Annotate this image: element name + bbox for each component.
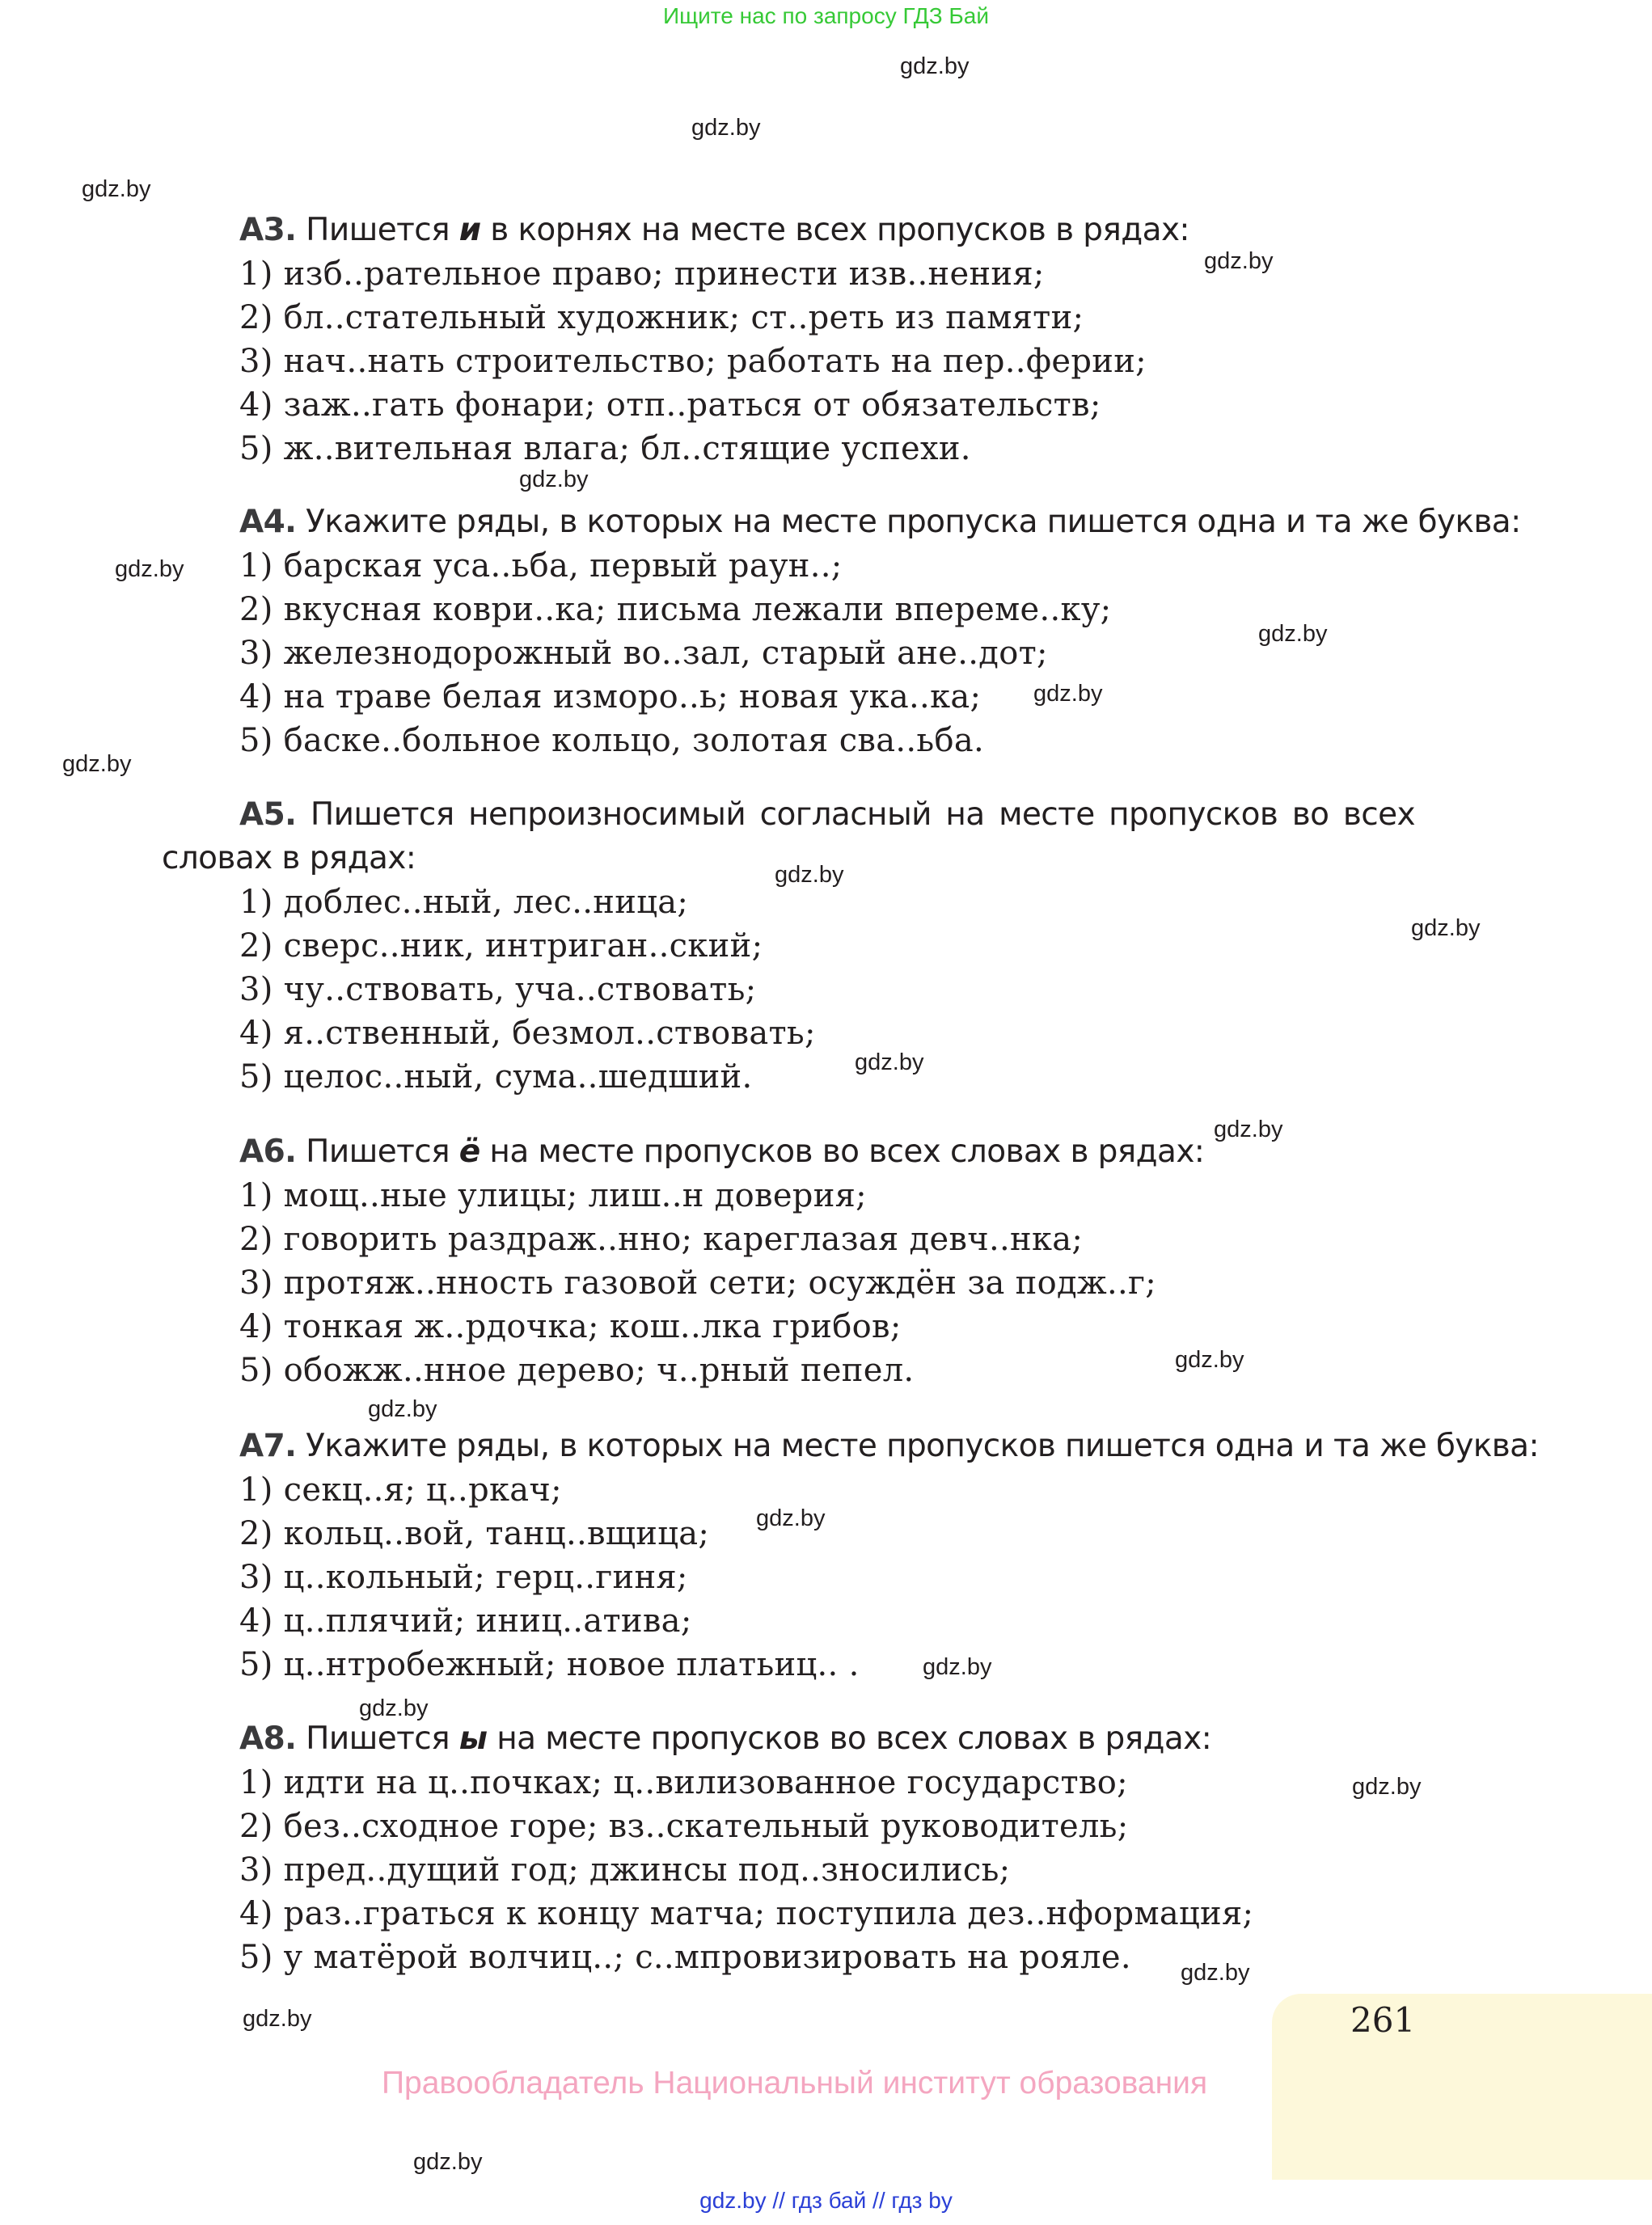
page-number: 261 — [1350, 2000, 1416, 2040]
option-row: 5) у матёрой волчиц..; с..мпровизировать на рояле. — [239, 1939, 1131, 1976]
option-row: 1) барская уса..ьба, первый раун..; — [239, 547, 843, 585]
task-a6 — [239, 1130, 1415, 1392]
watermark-text: gdz.by — [1258, 621, 1328, 647]
option-row: 4) я..ственный, безмол..ствовать; — [239, 1015, 816, 1052]
bottom-links-line: gdz.by // гдз бай // гдз by — [699, 2188, 953, 2213]
watermark-text: gdz.by — [855, 1049, 924, 1075]
watermark-text: gdz.by — [1033, 681, 1103, 707]
highlight-letter: ё — [458, 1134, 480, 1170]
option-row: 2) кольц..вой, танц..вщица; — [239, 1515, 710, 1552]
option-row: 1) секц..я; ц..ркач; — [239, 1471, 562, 1509]
watermark-text: gdz.by — [900, 53, 970, 79]
highlight-letter: ы — [458, 1720, 488, 1757]
watermark-text: gdz.by — [1411, 915, 1481, 941]
option-row: 4) заж..гать фонари; отп..раться от обязательств; — [239, 386, 1101, 424]
task-number: А3. — [239, 212, 297, 248]
option-row: 3) железнодорожный во..зал, старый ане..дот; — [239, 635, 1048, 672]
option-row: 2) говорить раздраж..нно; кареглазая девч..нка; — [239, 1221, 1084, 1258]
option-row: 5) целос..ный, сума..шедший. — [239, 1058, 753, 1096]
watermark-text: gdz.by — [368, 1396, 437, 1422]
option-row: 2) бл..стательный художник; ст..реть из памяти; — [239, 299, 1084, 336]
watermark-text: gdz.by — [1352, 1774, 1422, 1800]
task-number: А7. — [239, 1428, 297, 1464]
task-a5 — [162, 793, 1415, 1099]
watermark-text: gdz.by — [1175, 1347, 1244, 1373]
task-question: А8. Пишется ы на месте пропусков во всех словах в рядах: — [239, 1720, 1212, 1757]
task-a8 — [239, 1717, 1415, 1979]
watermark-text: gdz.by — [691, 115, 761, 141]
task-question: А4. Укажите ряды, в которых на месте пропуска пишется одна и та же буква: — [239, 504, 1521, 540]
watermark-text: gdz.by — [115, 556, 184, 582]
option-row: 3) протяж..нность газовой сети; осуждён за подж..г; — [239, 1264, 1157, 1302]
task-question: А7. Укажите ряды, в которых на месте пропусков пишется одна и та же буква: — [239, 1428, 1539, 1464]
option-row: 1) изб..рательное право; принести изв..нения; — [239, 255, 1045, 293]
task-a3 — [239, 209, 1415, 471]
top-banner: Ищите нас по запросу ГДЗ Бай — [662, 3, 990, 28]
watermark-text: gdz.by — [413, 2149, 483, 2175]
watermark-text: gdz.by — [775, 862, 844, 888]
task-a4 — [239, 500, 1521, 762]
watermark-text: gdz.by — [82, 176, 151, 202]
watermark-text: gdz.by — [923, 1654, 992, 1680]
option-row: 4) раз..граться к концу матча; поступила дез..нформация; — [239, 1895, 1254, 1932]
option-row: 2) вкусная коври..ка; письма лежали впереме..ку; — [239, 591, 1112, 628]
watermark-text: gdz.by — [243, 2006, 312, 2032]
rights-holder-text: Правообладатель Национальный институт образования — [382, 2066, 1208, 2100]
option-row: 4) тонкая ж..рдочка; кош..лка грибов; — [239, 1308, 902, 1345]
highlight-letter: и — [458, 212, 481, 248]
watermark-text: gdz.by — [62, 751, 132, 777]
task-question: А3. Пишется и в корнях на месте всех пропусков в рядах: — [239, 212, 1189, 248]
watermark-text: gdz.by — [1204, 248, 1274, 274]
option-row: 5) обожж..нное дерево; ч..рный пепел. — [239, 1352, 915, 1389]
watermark-text: gdz.by — [1214, 1117, 1283, 1142]
option-row: 1) мощ..ные улицы; лиш..н доверия; — [239, 1177, 867, 1214]
option-row: 5) ж..вительная влага; бл..стящие успехи. — [239, 430, 971, 467]
option-row: 3) чу..ствовать, уча..ствовать; — [239, 971, 757, 1008]
option-row: 1) идти на ц..почках; ц..вилизованное государство; — [239, 1764, 1128, 1801]
option-row: 4) ц..плячий; иниц..атива; — [239, 1602, 692, 1640]
watermark-text: gdz.by — [756, 1505, 826, 1531]
option-row: 4) на траве белая изморо..ь; новая ука..ка; — [239, 678, 982, 716]
task-number: А5. — [239, 796, 297, 833]
task-number: А4. — [239, 504, 297, 540]
task-question: А5. Пишется непроизносимый согласный на месте пропусков во всех словах в рядах: — [162, 796, 1415, 876]
page-corner-tab — [1272, 1994, 1652, 2180]
task-question: А6. Пишется ё на месте пропусков во всех словах в рядах: — [239, 1134, 1205, 1170]
option-row: 1) доблес..ный, лес..ница; — [239, 884, 689, 921]
option-row: 3) нач..нать строительство; работать на пер..ферии; — [239, 343, 1147, 380]
option-row: 2) сверс..ник, интриган..ский; — [239, 927, 763, 965]
task-number: А6. — [239, 1134, 297, 1170]
option-row: 2) без..сходное горе; вз..скательный руководитель; — [239, 1808, 1129, 1845]
task-number: А8. — [239, 1720, 297, 1757]
watermark-text: gdz.by — [1181, 1960, 1250, 1986]
option-row: 3) пред..дущий год; джинсы под..зносились; — [239, 1851, 1011, 1889]
option-row: 5) ц..нтробежный; новое платьиц.. . — [239, 1646, 860, 1683]
option-row: 5) баске..больное кольцо, золотая сва..ьба. — [239, 722, 985, 759]
option-row: 3) ц..кольный; герц..гиня; — [239, 1559, 688, 1596]
watermark-text: gdz.by — [519, 467, 589, 492]
task-a7 — [239, 1425, 1539, 1687]
watermark-text: gdz.by — [359, 1695, 429, 1721]
